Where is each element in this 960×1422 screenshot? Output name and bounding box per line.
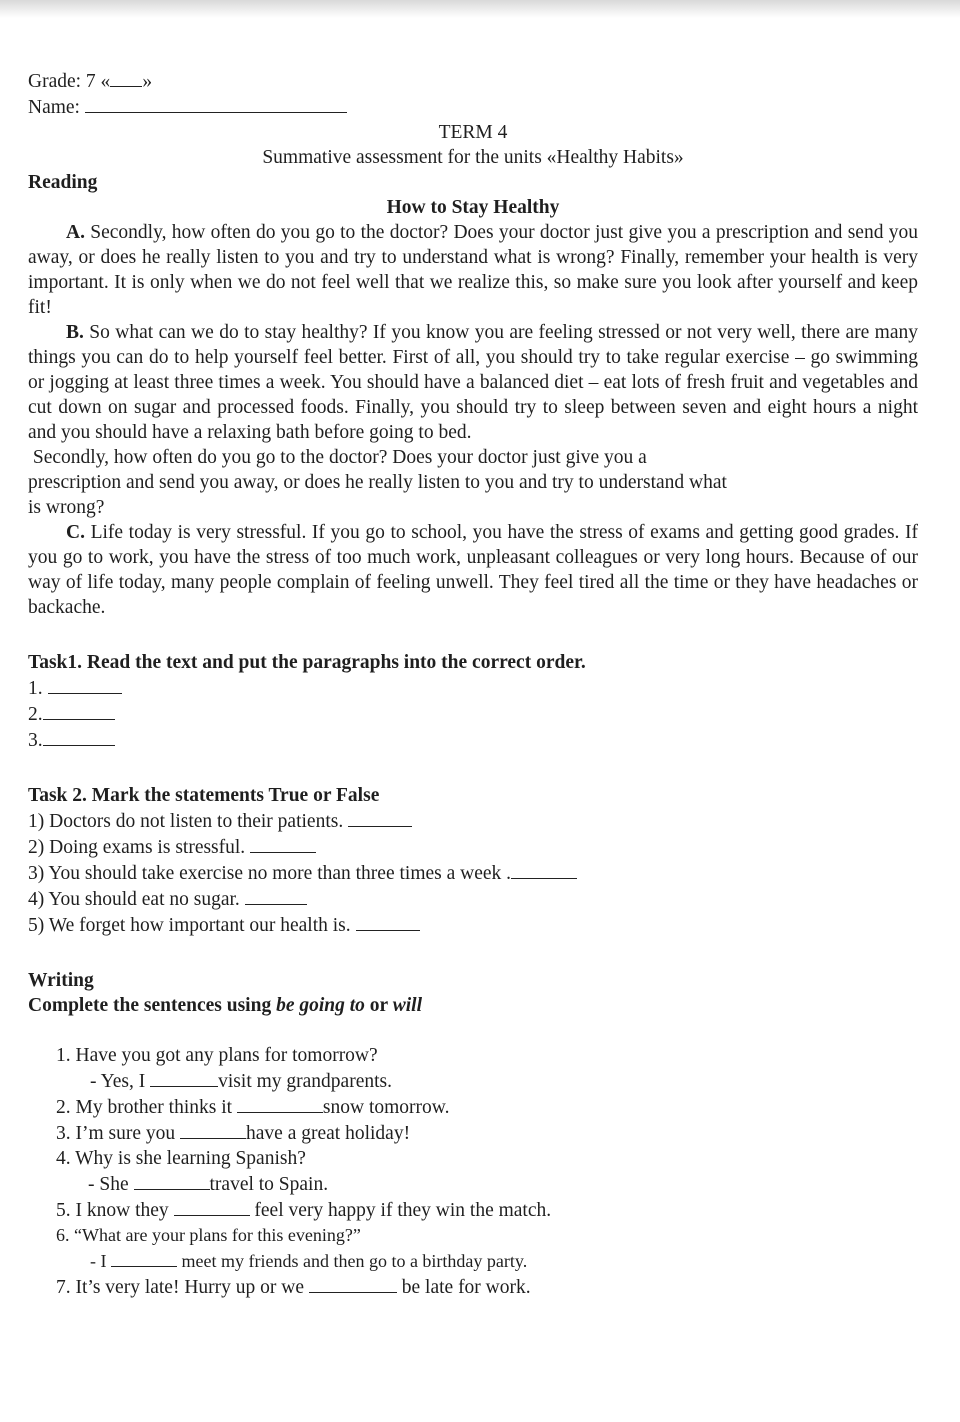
text-title: How to Stay Healthy [386,197,560,218]
writing-item: 2. My brother thinks it snow tomorrow. [56,1094,918,1120]
task1-item: 3. [28,727,918,753]
writing-item: 5. I know they feel very happy if they win the match. [56,1197,918,1223]
task2-item: 5) We forget how important our health is. [28,912,918,938]
task2-item: 3) You should take exercise no more than three times a week . [28,860,918,886]
paragraph-b [28,320,918,445]
top-shadow-bar [0,0,960,18]
answer-blank[interactable] [245,886,307,905]
grade-close: » [142,71,153,92]
answer-blank[interactable] [43,701,115,720]
writing-item: - She travel to Spain. [56,1171,918,1197]
paragraph-letter: A. [66,222,85,243]
writing-item: 7. It’s very late! Hurry up or we be late for work. [56,1274,918,1300]
writing-item: - I meet my friends and then go to a birthday party. [56,1248,918,1274]
task1-item: 1. [28,675,918,701]
name-blank[interactable] [85,94,347,113]
worksheet-page [28,68,918,1300]
answer-blank[interactable] [43,727,115,746]
answer-blank[interactable] [134,1171,210,1190]
answer-blank[interactable] [48,675,122,694]
paragraph-a [28,220,918,320]
name-line [28,94,918,120]
writing-heading: Writing [28,970,94,991]
answer-blank[interactable] [237,1094,323,1113]
answer-blank[interactable] [174,1197,250,1216]
name-label: Name: [28,97,80,118]
answer-blank[interactable] [180,1120,246,1139]
writing-item: 6. “What are your plans for this evening?” [56,1225,361,1245]
answer-blank[interactable] [348,808,412,827]
paragraph-letter: C. [66,522,85,543]
writing-item: - Yes, I visit my grandparents. [56,1068,918,1094]
reading-heading: Reading [28,172,98,193]
answer-blank[interactable] [356,912,420,931]
task1-title: Task1. Read the text and put the paragraphs into the correct order. [28,652,586,673]
answer-blank[interactable] [511,860,577,879]
term-title: TERM 4 [438,122,508,143]
grade-label: Grade: 7 « [28,71,111,92]
grade-blank[interactable] [110,68,142,87]
task1-item: 2. [28,701,918,727]
paragraph-text: So what can we do to stay healthy? If you know you are feeling stressed or not very well, there are many things you can do to help yourself feel better. First of all, you should try to take regular exercise – go swimming or jogging at least three times a week. You should have a balanced diet – eat lots of fresh fruit and vegetables and cut down on sugar and processed foods. Finally, you should try to sleep between seven and eight hours a night and you should have a relaxing bath before going to bed. [28,322,918,443]
extra-line: is wrong? [28,497,105,518]
writing-item: 4. Why is she learning Spanish? [56,1148,306,1169]
paragraph-text: Secondly, how often do you go to the doctor? Does your doctor just give you a prescription and send you away, or does he really listen to you and try to understand what is wrong? Finally, remember your health is very important. It is only when we do not feel well that we realize this, so make sure you look after yourself and keep fit! [28,222,918,318]
paragraph-text: Life today is very stressful. If you go to school, you have the stress of exams and getting good grades. If you go to work, you have the stress of too much work, unpleasant colleagues or very long hours. Because of our way of life today, many people complain of feeling unwell. They feel tired all the time or they have headaches or backache. [28,522,919,618]
answer-blank[interactable] [111,1248,177,1267]
answer-blank[interactable] [150,1068,218,1087]
assessment-title: Summative assessment for the units «Healthy Habits» [262,147,684,168]
paragraph-c [28,520,918,620]
writing-item: 1. Have you got any plans for tomorrow? [56,1045,378,1066]
writing-instruction: Complete the sentences using be going to or will [28,995,422,1016]
answer-blank[interactable] [250,834,316,853]
answer-blank[interactable] [309,1274,397,1293]
task2-title: Task 2. Mark the statements True or False [28,785,380,806]
extra-line: prescription and send you away, or does he really listen to you and try to understand what [28,472,727,493]
grade-line [28,68,918,94]
task2-item: 4) You should eat no sugar. [28,886,918,912]
writing-item: 3. I’m sure you have a great holiday! [56,1120,918,1146]
extra-line: Secondly, how often do you go to the doctor? Does your doctor just give you a [28,447,647,468]
paragraph-letter: B. [66,322,84,343]
task2-item: 1) Doctors do not listen to their patients. [28,808,918,834]
task2-item: 2) Doing exams is stressful. [28,834,918,860]
writing-list [28,1043,918,1300]
